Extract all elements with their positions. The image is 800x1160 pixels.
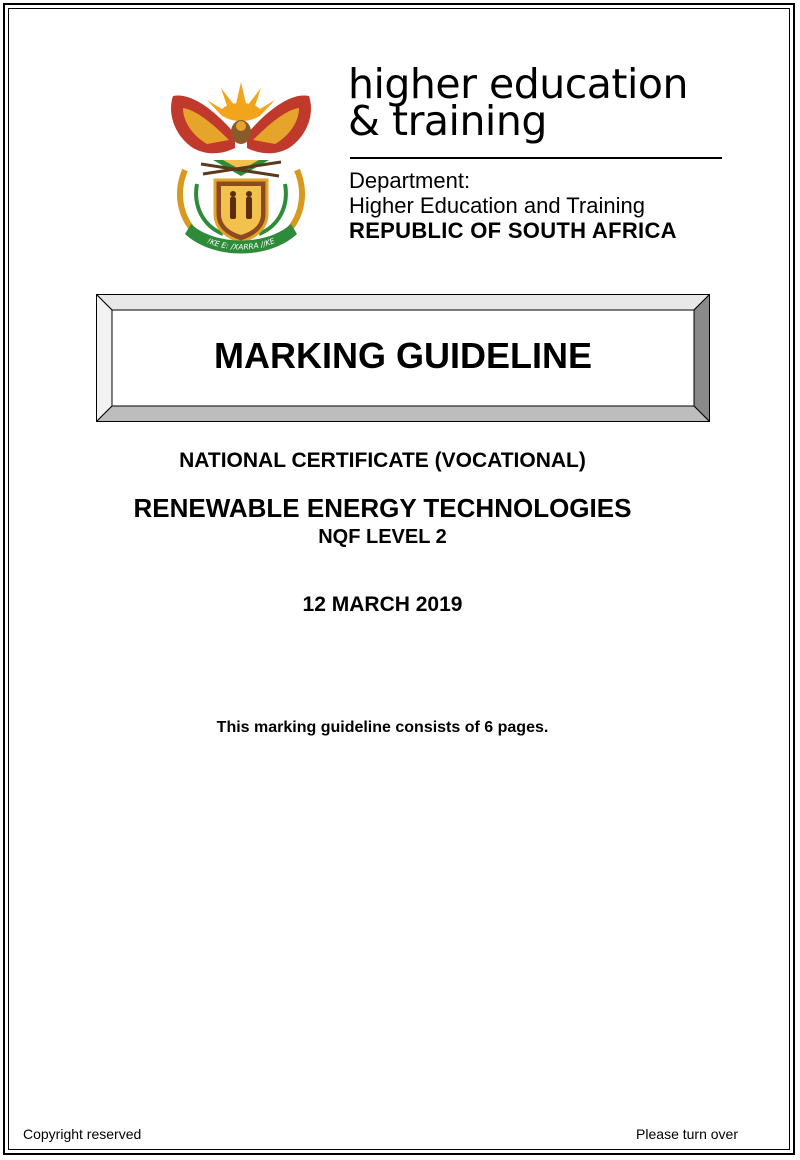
department-title: [348, 60, 728, 145]
department-subtitle: [349, 168, 729, 218]
coat-of-arms-logo: [163, 74, 319, 260]
crest-motto-text: !KE E: /XARRA //KE: [205, 236, 277, 252]
department-name: Higher Education and Training: [349, 193, 645, 218]
department-label: Department:: [349, 168, 471, 193]
header-divider: [350, 157, 722, 159]
department-title-line2: & training: [348, 97, 547, 145]
sun-rays-icon: [207, 82, 275, 121]
department-title-line1: higher education: [348, 60, 688, 108]
page-count-note: This marking guideline consists of 6 pages.: [216, 719, 549, 736]
subject-name: RENEWABLE ENERGY TECHNOLOGIES: [133, 493, 632, 523]
copyright-notice: Copyright reserved: [23, 1126, 142, 1142]
certificate-name: NATIONAL CERTIFICATE (VOCATIONAL): [179, 449, 586, 472]
nqf-level: NQF LEVEL 2: [318, 526, 447, 548]
country-name: REPUBLIC OF SOUTH AFRICA: [349, 218, 677, 243]
turn-over-notice: Please turn over: [636, 1126, 738, 1142]
document-title: MARKING GUIDELINE: [214, 335, 592, 376]
exam-date: 12 MARCH 2019: [302, 593, 463, 616]
